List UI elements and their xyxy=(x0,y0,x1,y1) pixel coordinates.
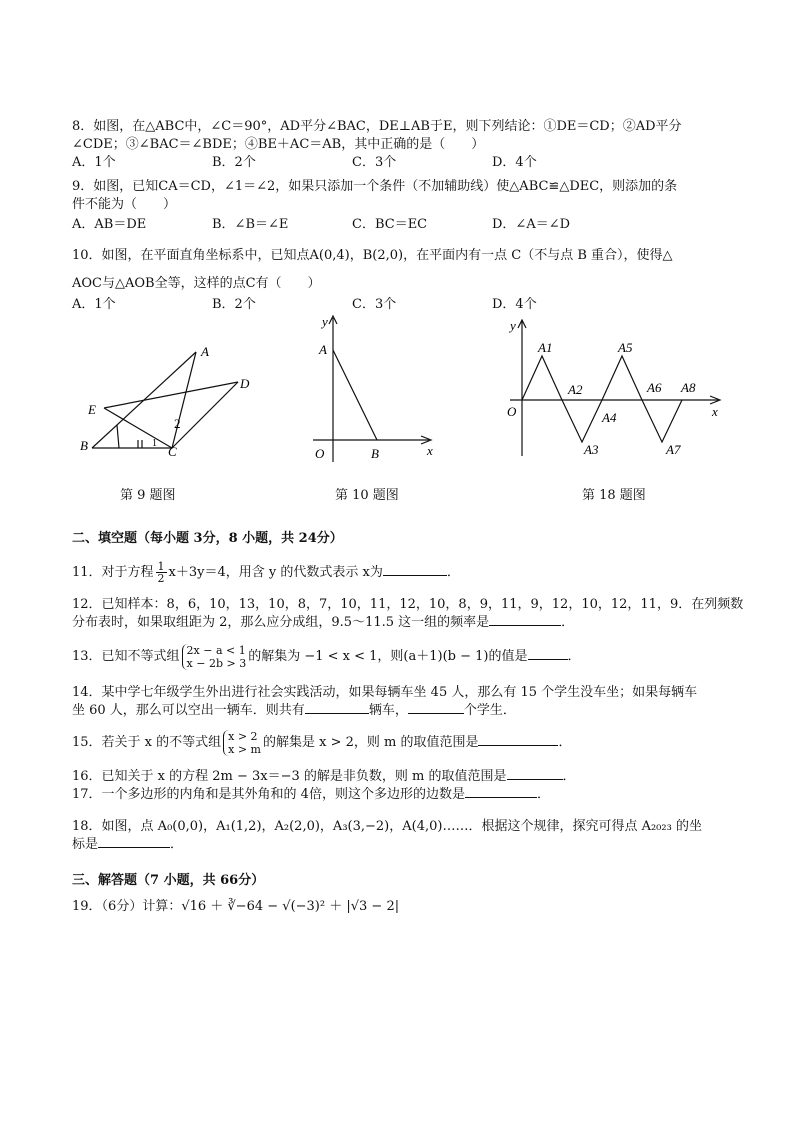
q13-system-row2: x − 2b > 3 xyxy=(186,656,247,670)
q13-post: 的解集为 −1 < x < 1，则(a＋1)(b − 1)的值是 xyxy=(248,649,528,664)
fig10-label-o: O xyxy=(315,446,325,461)
fig10-label-a: A xyxy=(319,342,327,357)
q10-option-d[interactable]: D．4个 xyxy=(492,297,537,312)
fig10-caption: 第 10 题图 xyxy=(335,488,399,503)
fig9-label-b: B xyxy=(80,438,88,453)
fig18-label-a8: A8 xyxy=(681,380,696,395)
fig18-label-x: x xyxy=(712,404,718,419)
q18-end: ． xyxy=(170,837,184,852)
q16-text: 16．已知关于 x 的方程 2m − 3x＝−3 的解是非负数，则 m 的取值范围是 xyxy=(72,769,507,784)
fig10-label-x: x xyxy=(427,443,433,458)
fig9-label-a: A xyxy=(201,344,209,359)
q15-post: 的解集是 x > 2，则 m 的取值范围是 xyxy=(263,735,479,750)
q9-option-b[interactable]: B．∠B＝∠E xyxy=(212,217,289,232)
fig18-label-a4: A4 xyxy=(602,410,617,425)
q11-line xyxy=(72,560,722,586)
q8-option-d[interactable]: D．4个 xyxy=(492,155,537,170)
q15-end: ． xyxy=(558,735,572,750)
q14-line1: 14．某中学七年级学生外出进行社会实践活动，如果每辆车坐 45 人，那么有 15 个学生没车坐；如果每辆车 xyxy=(72,685,698,700)
q14-blank-students[interactable] xyxy=(408,713,464,714)
q17-line xyxy=(72,786,722,804)
q11-end: ． xyxy=(446,565,460,580)
q8-line2: ∠CDE；③∠BAC＝∠BDE；④BE＋AC＝AB，其中正确的是（ ） xyxy=(72,137,485,152)
fig9-label-c: C xyxy=(168,444,177,459)
q14-line2a: 坐 60 人，那么可以空出一辆车．则共有 xyxy=(72,703,305,718)
q15-system xyxy=(223,730,261,756)
q14-line2c: 个学生． xyxy=(463,703,516,718)
q12-line2: 分布表时，如果取组距为 2，那么应分成组，9.5～11.5 这一组的频率是 xyxy=(72,615,490,630)
q15-system-row1: x > 2 xyxy=(228,729,258,743)
q17-answer-blank[interactable] xyxy=(465,797,537,798)
figure-9 xyxy=(72,330,272,470)
q11-frac-den: 2 xyxy=(157,572,165,585)
q17-text: 17．一个多边形的内角和是其外角和的 4倍，则这个多边形的边数是 xyxy=(72,787,465,802)
q12-line2-wrap xyxy=(72,614,722,632)
fig9-label-d: D xyxy=(240,376,250,391)
q16-end: ． xyxy=(562,769,576,784)
fig18-label-a7: A7 xyxy=(666,442,681,457)
figure-10 xyxy=(305,312,440,470)
q15-line xyxy=(72,726,722,760)
q10-line1: 10．如图，在平面直角坐标系中，已知点A(0,4)，B(2,0)，在平面内有一点 C（不与点 B 重合），使得△ xyxy=(72,248,673,263)
q14-blank-cars[interactable] xyxy=(305,713,369,714)
q16-line xyxy=(72,768,722,786)
q18-line2 xyxy=(72,836,722,854)
q11-post: x＋3y＝4，用含 y 的代数式表示 x为 xyxy=(168,565,383,580)
q8-option-a[interactable]: A．1个 xyxy=(72,155,116,170)
fig9-label-2: 2 xyxy=(174,416,181,431)
q9-option-c[interactable]: C．BC＝EC xyxy=(352,217,428,232)
fig18-label-y: y xyxy=(510,318,516,333)
q9-line1: 9．如图，已知CA＝CD，∠1＝∠2，如果只添加一个条件（不加辅助线）使△ABC≌△DEC，则添加的条 xyxy=(72,179,678,194)
q9-line2: 件不能为（ ） xyxy=(72,197,177,212)
q11-fraction xyxy=(156,561,167,584)
fig10-label-b: B xyxy=(371,446,379,461)
q8-option-c[interactable]: C．3个 xyxy=(352,155,397,170)
q19-line: 19．（6分）计算：√16 ＋ ∛−64 − √(−3)² ＋ |√3 − 2| xyxy=(72,899,400,914)
q18-line1: 18．如图，点 A₀(0,0)，A₁(1,2)，A₂(2,0)，A₃(3,−2)，A(4,0)……．根据这个规律，探究可得点 A₂₀₂₃ 的坐 xyxy=(72,819,702,834)
fig9-label-e: E xyxy=(88,402,96,417)
q13-end: ． xyxy=(567,649,581,664)
q10-line2: AOC与△AOB全等，这样的点C有（ ） xyxy=(72,276,321,291)
section-3-heading: 三、解答题（7 小题，共 66分） xyxy=(72,873,265,888)
figure-18 xyxy=(500,316,728,464)
q12-answer-blank[interactable] xyxy=(489,625,561,626)
q13-line xyxy=(72,640,722,674)
q11-pre: 11．对于方程 xyxy=(72,565,154,580)
fig18-label-a6: A6 xyxy=(647,380,662,395)
q14-line2b: 辆车， xyxy=(368,703,408,718)
q13-pre: 13．已知不等式组 xyxy=(72,649,180,664)
fig18-label-a5: A5 xyxy=(618,340,633,355)
section-2-heading: 二、填空题（每小题 3分，8 小题，共 24分） xyxy=(72,531,343,546)
fig18-caption: 第 18 题图 xyxy=(582,488,646,503)
fig10-label-y: y xyxy=(322,314,328,329)
q9-option-a[interactable]: A．AB＝DE xyxy=(72,217,147,232)
q15-pre: 15．若关于 x 的不等式组 xyxy=(72,735,222,750)
q15-system-row2: x > m xyxy=(228,742,261,756)
q12-end: ． xyxy=(561,615,575,630)
fig9-caption: 第 9 题图 xyxy=(120,488,176,503)
q10-option-a[interactable]: A．1个 xyxy=(72,297,116,312)
q11-answer-blank[interactable] xyxy=(383,575,447,576)
q13-system xyxy=(182,644,247,670)
q10-option-b[interactable]: B．2个 xyxy=(212,297,256,312)
q13-system-row1: 2x − a < 1 xyxy=(186,643,246,657)
q18-line2-text: 标是 xyxy=(72,837,99,852)
q12-line1: 12．已知样本：8，6，10，13，10，8，7，10，11，12，10，8，9，11，9，12，10，12，11，9．在列频数 xyxy=(72,597,744,612)
q18-answer-blank[interactable] xyxy=(98,847,170,848)
q11-frac-num: 1 xyxy=(157,560,165,573)
q10-option-c[interactable]: C．3个 xyxy=(352,297,397,312)
fig9-label-1: 1 xyxy=(152,438,157,449)
fig18-label-o: O xyxy=(507,404,517,419)
q17-end: ． xyxy=(536,787,550,802)
q16-answer-blank[interactable] xyxy=(507,779,563,780)
fig18-label-a2: A2 xyxy=(568,382,583,397)
q13-answer-blank[interactable] xyxy=(528,659,568,660)
q8-line1: 8．如图，在△ABC中，∠C＝90°，AD平分∠BAC，DE⊥AB于E，则下列结论：①DE＝CD；②AD平分 xyxy=(72,119,682,134)
q14-line2 xyxy=(72,702,722,720)
q9-option-d[interactable]: D．∠A＝∠D xyxy=(492,217,571,232)
fig18-label-a3: A3 xyxy=(584,442,599,457)
q8-option-b[interactable]: B．2个 xyxy=(212,155,256,170)
fig18-label-a1: A1 xyxy=(538,340,553,355)
q15-answer-blank[interactable] xyxy=(478,745,558,746)
